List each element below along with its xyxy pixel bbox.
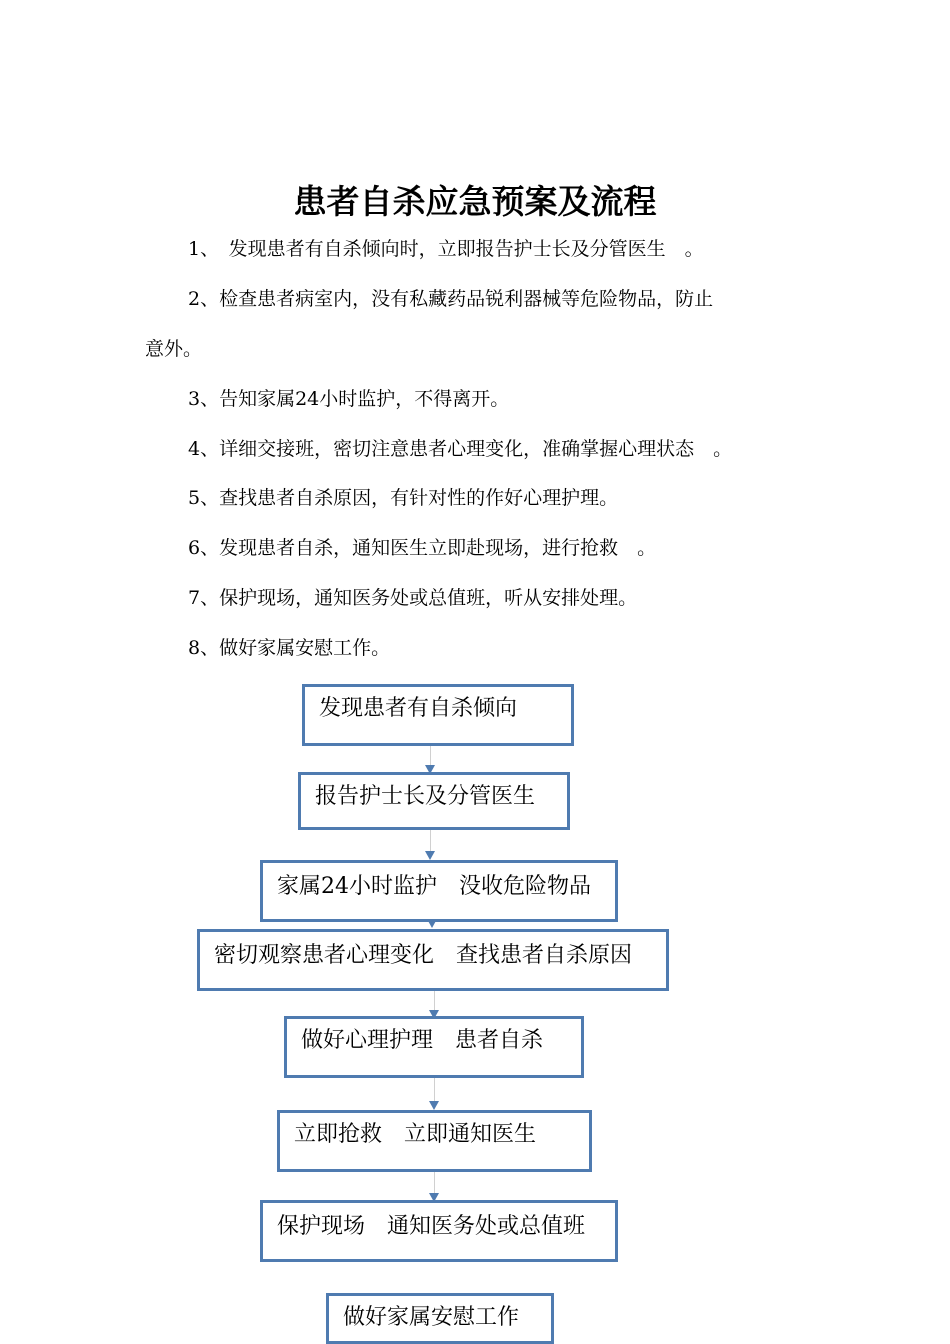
step-3: 3、告知家属24小时监护，不得离开。 bbox=[188, 388, 510, 410]
step-5: 5、查找患者自杀原因，有针对性的作好心理护理。 bbox=[188, 487, 619, 509]
step-8: 8、做好家属安慰工作。 bbox=[188, 637, 391, 659]
step-6: 6、发现患者自杀，通知医生立即赴现场，进行抢救 。 bbox=[188, 537, 657, 559]
flow-arrow-1 bbox=[430, 746, 431, 766]
step-1: 1、 发现患者有自杀倾向时，立即报告护士长及分管医生 。 bbox=[188, 238, 704, 260]
flow-box-5: 做好心理护理 患者自杀 bbox=[284, 1016, 584, 1078]
flow-box-3: 家属24小时监护 没收危险物品 bbox=[260, 860, 618, 922]
flow-box-7: 保护现场 通知医务处或总值班 bbox=[260, 1200, 618, 1262]
flow-box-6: 立即抢救 立即通知医生 bbox=[277, 1110, 592, 1172]
step-2: 2、检查患者病室内，没有私藏药品锐利器械等危险物品，防止 bbox=[188, 288, 714, 310]
flow-arrow-6 bbox=[434, 1172, 435, 1194]
document-title: 患者自杀应急预案及流程 bbox=[293, 182, 657, 221]
flow-box-2: 报告护士长及分管医生 bbox=[298, 772, 570, 830]
flow-arrow-5 bbox=[434, 1078, 435, 1102]
step-2-continued: 意外。 bbox=[145, 338, 203, 360]
flow-arrow-4 bbox=[434, 991, 435, 1011]
flow-box-8: 做好家属安慰工作 bbox=[326, 1293, 554, 1344]
step-4: 4、详细交接班，密切注意患者心理变化，准确掌握心理状态 。 bbox=[188, 438, 733, 460]
flow-box-4: 密切观察患者心理变化 查找患者自杀原因 bbox=[197, 929, 669, 991]
flow-box-1: 发现患者有自杀倾向 bbox=[302, 684, 574, 746]
flow-arrow-2 bbox=[430, 830, 431, 852]
step-7: 7、保护现场，通知医务处或总值班，听从安排处理。 bbox=[188, 587, 638, 609]
